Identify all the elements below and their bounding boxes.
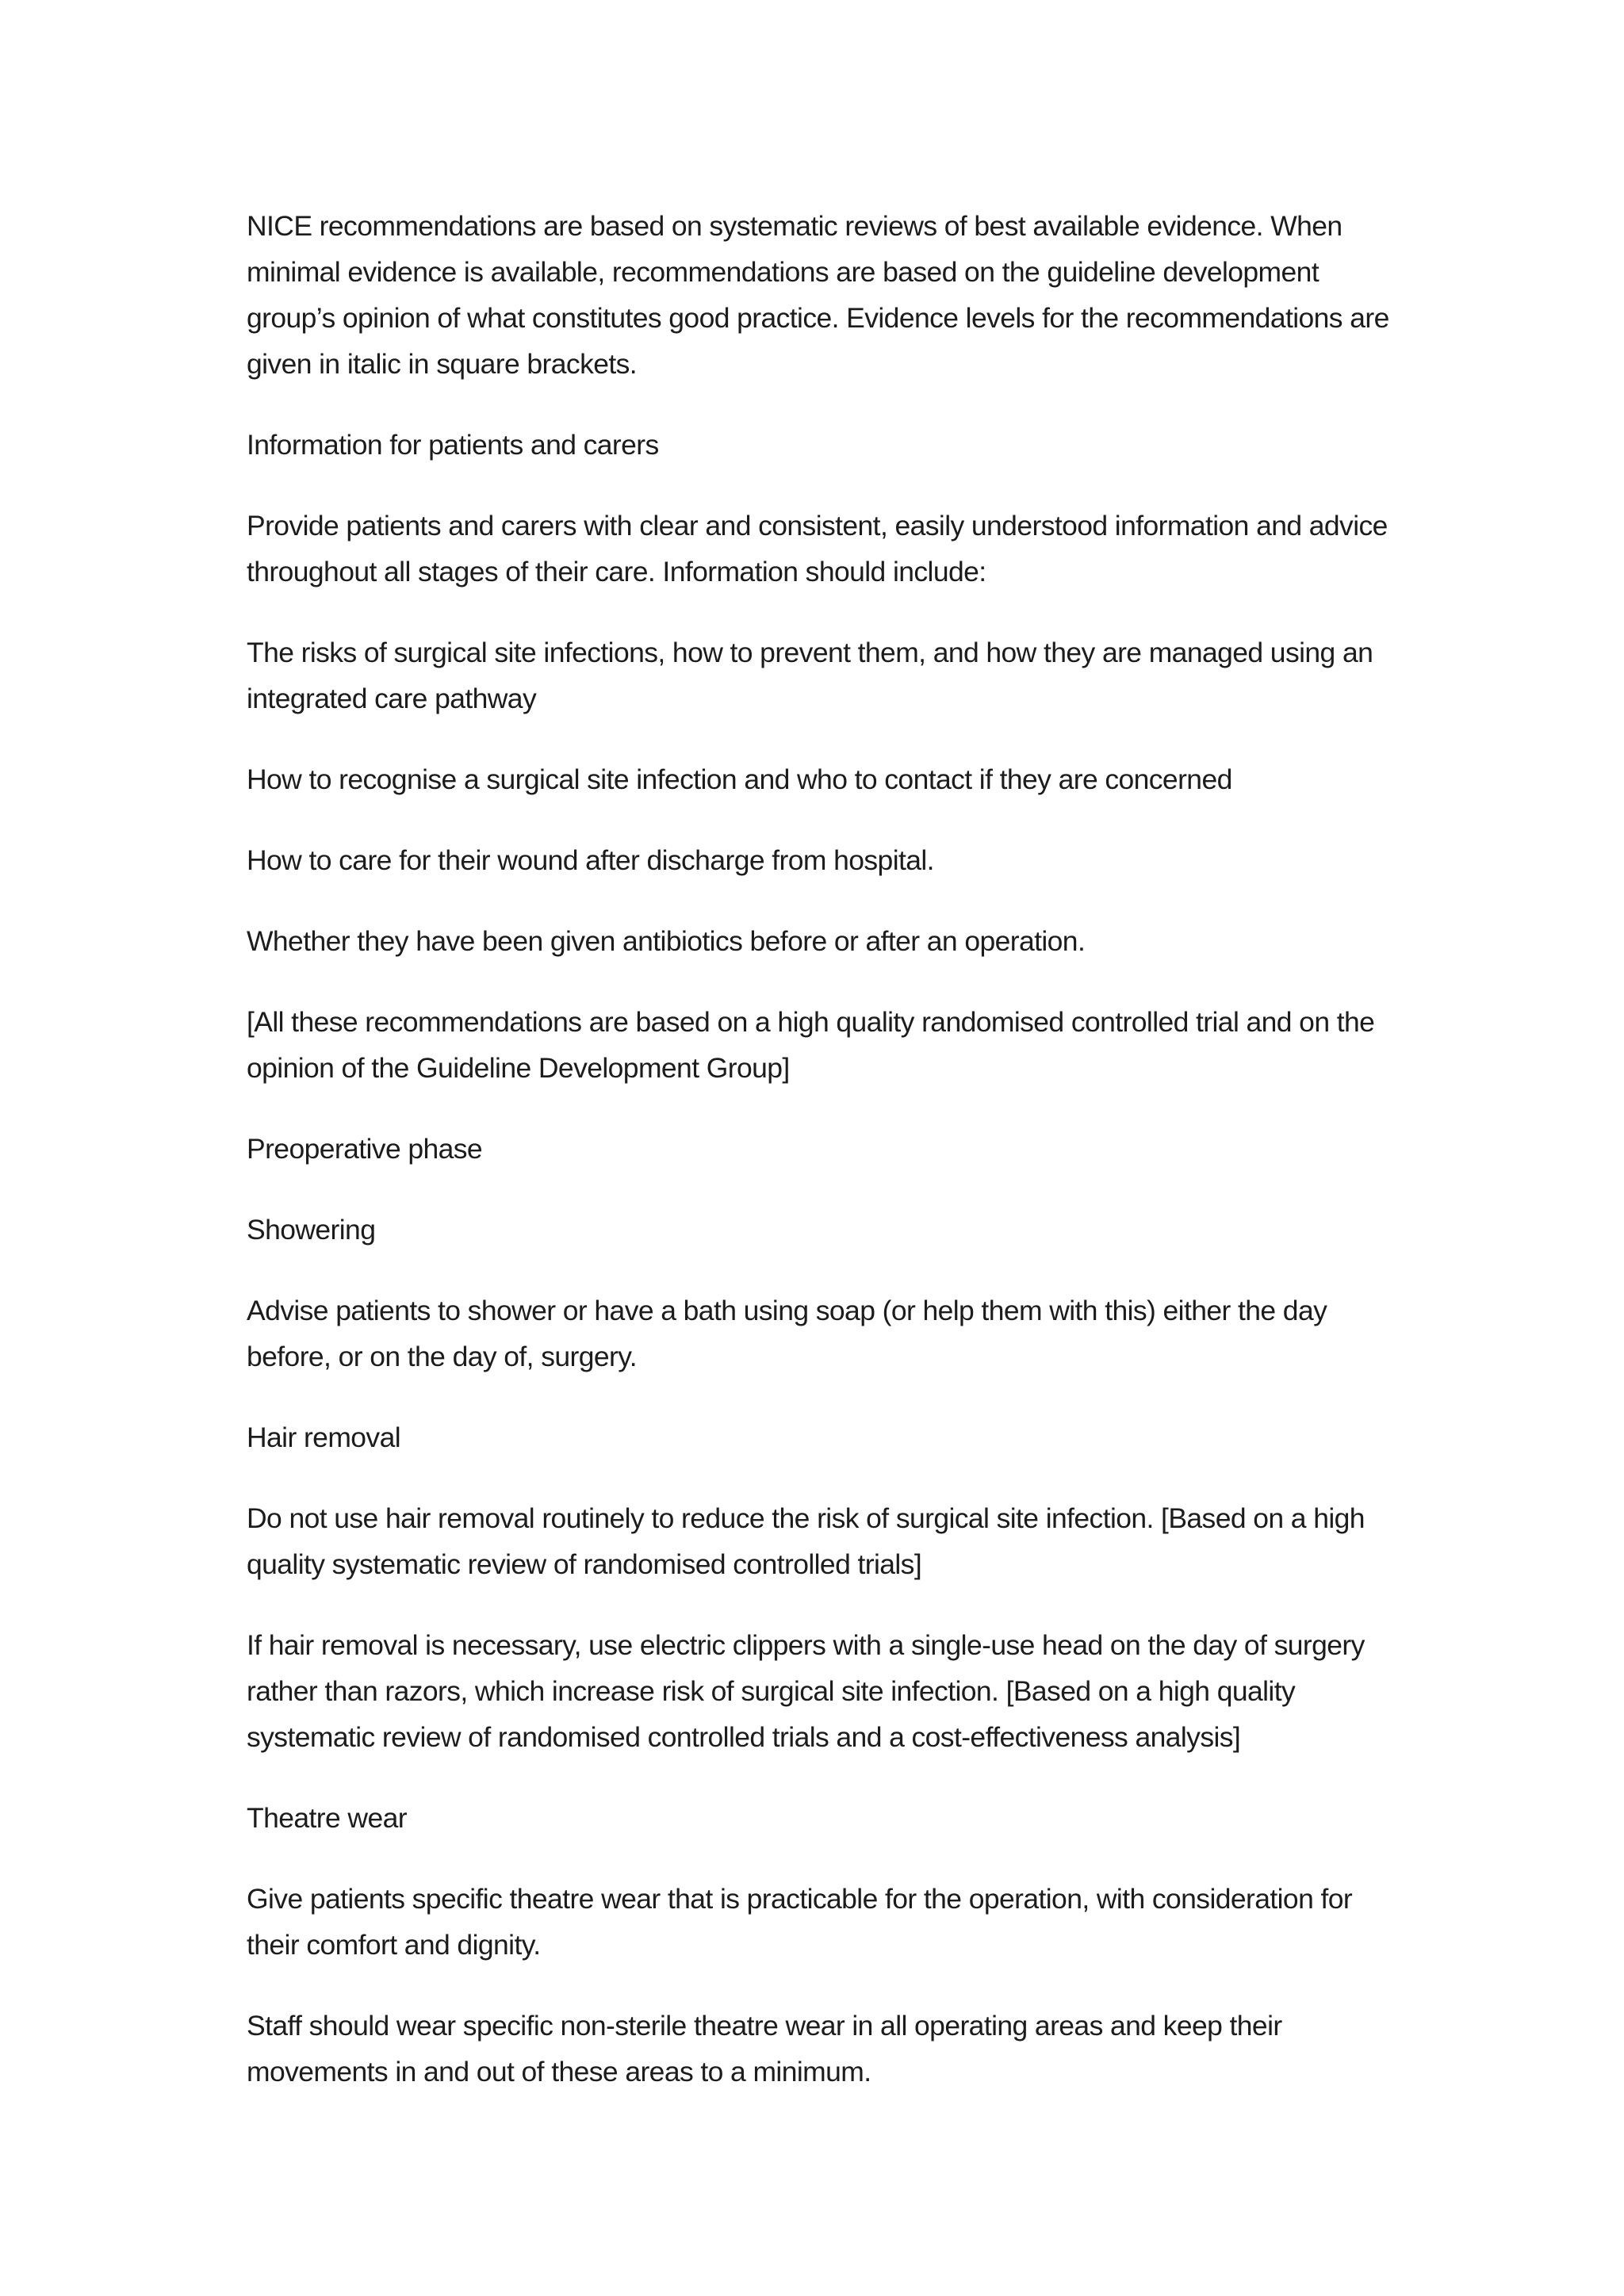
paragraph-risks: The risks of surgical site infections, how to prevent them, and how they are managed using an integrated care pathway	[247, 637, 1373, 714]
paragraph-recognise: How to recognise a surgical site infection and who to contact if they are concerned	[247, 763, 1232, 795]
intro-paragraph: NICE recommendations are based on systematic reviews of best available evidence. When minimal evidence is available, recommendations are based on the guideline development group’s opinion of what constitutes good practice. Evidence levels for the recommendations are given in italic in square brackets.	[247, 210, 1389, 380]
paragraph-staff-theatre-wear: Staff should wear specific non-sterile theatre wear in all operating areas and keep their movements in and out of these areas to a minimum.	[247, 2010, 1282, 2087]
paragraph-hair-removal-routine: Do not use hair removal routinely to reduce the risk of surgical site infection. [Based on a high quality systematic review of randomised controlled trials]	[247, 1502, 1365, 1580]
paragraph-hair-removal-clippers: If hair removal is necessary, use electric clippers with a single-use head on the day of surgery rather than razors, which increase risk of surgical site infection. [Based on a high quality systematic review of randomised controlled trials and a cost-effectiveness analysis]	[247, 1629, 1365, 1753]
paragraph-evidence-note: [All these recommendations are based on a high quality randomised controlled trial and on the opinion of the Guideline Development Group]	[247, 1006, 1375, 1084]
paragraph-antibiotics: Whether they have been given antibiotics before or after an operation.	[247, 925, 1086, 957]
paragraph-showering: Advise patients to shower or have a bath using soap (or help them with this) either the day before, or on the day of, surgery.	[247, 1295, 1327, 1372]
document-body	[247, 203, 1404, 2130]
section-heading-information: Information for patients and carers	[247, 429, 659, 461]
section-heading-preoperative: Preoperative phase	[247, 1133, 483, 1165]
subheading-showering: Showering	[247, 1214, 376, 1246]
paragraph-provide-information: Provide patients and carers with clear and consistent, easily understood information and advice throughout all stages of their care. Information should include:	[247, 510, 1388, 587]
paragraph-patient-theatre-wear: Give patients specific theatre wear that is practicable for the operation, with consideration for their comfort and dignity.	[247, 1883, 1353, 1961]
subheading-hair-removal: Hair removal	[247, 1422, 401, 1453]
paragraph-wound-care: How to care for their wound after discharge from hospital.	[247, 844, 934, 876]
subheading-theatre-wear: Theatre wear	[247, 1802, 407, 1834]
